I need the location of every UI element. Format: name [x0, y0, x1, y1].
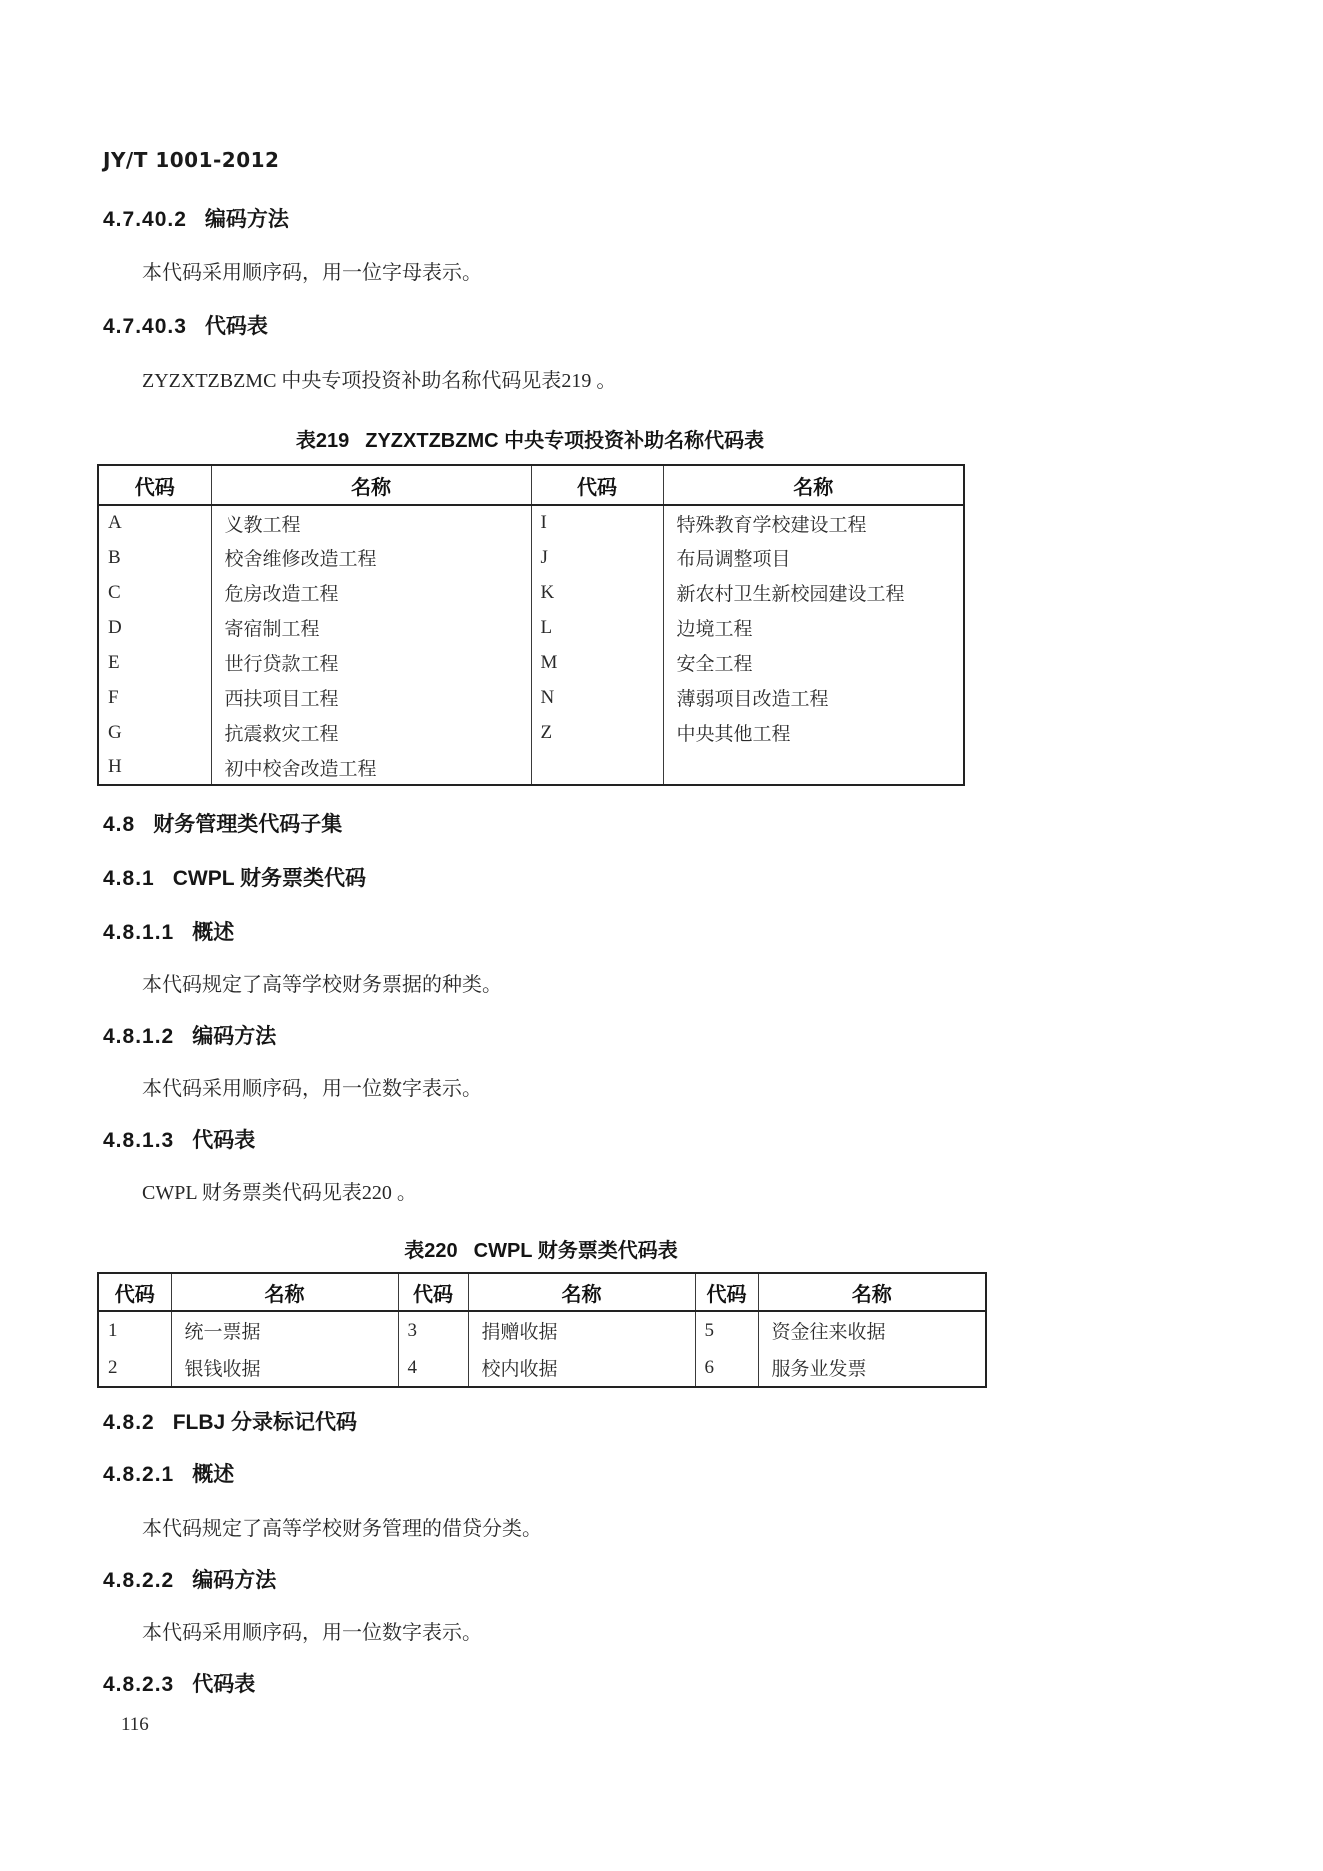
- code-cell: C: [108, 581, 121, 603]
- code-cell: H: [108, 756, 122, 777]
- paragraph-see-table-220: CWPL 财务票类代码见表220 。: [142, 1182, 417, 1204]
- name-cell: 边境工程: [663, 610, 964, 645]
- column-header: 名称: [171, 1273, 398, 1311]
- heading-number: 4.8.1.1: [103, 921, 175, 944]
- heading-4-8-2-1: [103, 1458, 234, 1488]
- code-cell: 4: [398, 1349, 468, 1387]
- heading-text: CWPL 财务票类代码: [172, 867, 366, 890]
- heading-text: 概述: [192, 1463, 235, 1486]
- paragraph-coding-method-digit: 本代码采用顺序码，用一位数字表示。: [142, 1078, 482, 1100]
- name-cell: 初中校舍改造工程: [211, 750, 531, 785]
- code-cell: 5: [695, 1311, 758, 1349]
- heading-number: 4.7.40.3: [103, 315, 187, 338]
- name-cell: 安全工程: [663, 645, 964, 680]
- code-cell: B: [108, 546, 121, 568]
- heading-number: 4.8.1.2: [103, 1025, 175, 1048]
- heading-number: 4.8.2.2: [103, 1569, 175, 1592]
- paragraph-coding-method-digit-2: 本代码采用顺序码，用一位数字表示。: [142, 1622, 482, 1644]
- heading-text: 代码表: [204, 315, 268, 338]
- heading-text: 代码表: [192, 1673, 256, 1696]
- column-header: 名称: [663, 465, 964, 505]
- code-cell: I: [531, 505, 663, 540]
- table-row: [98, 610, 964, 645]
- heading-number: 4.7.40.2: [103, 208, 187, 231]
- name-cell: 新农村卫生新校园建设工程: [663, 575, 964, 610]
- heading-4-8-2-3: [103, 1668, 255, 1698]
- heading-4-8-1-3: [103, 1124, 255, 1154]
- heading-text: 财务管理类代码子集: [153, 813, 343, 836]
- code-cell: Z: [531, 715, 663, 750]
- heading-4-8-2: [103, 1406, 357, 1436]
- table-219-label: 表219: [295, 430, 350, 452]
- table-row: [98, 645, 964, 680]
- table-219-title: [97, 424, 963, 453]
- heading-text: FLBJ 分录标记代码: [172, 1411, 358, 1434]
- code-cell: M: [531, 645, 663, 680]
- name-cell: 银钱收据: [171, 1349, 398, 1387]
- table-row: [98, 465, 964, 505]
- code-cell: 3: [398, 1311, 468, 1349]
- table-219-caption: ZYZXTZBZMC 中央专项投资补助名称代码表: [365, 430, 765, 452]
- heading-number: 4.8.1: [103, 867, 155, 890]
- code-cell: J: [531, 540, 663, 575]
- code-cell: E: [108, 651, 120, 673]
- code-cell: K: [531, 575, 663, 610]
- name-cell: 统一票据: [171, 1311, 398, 1349]
- heading-4-8-1-1: [103, 916, 234, 946]
- code-cell: 6: [695, 1349, 758, 1387]
- standard-code-header: JY/T 1001-2012: [103, 148, 280, 172]
- heading-number: 4.8.1.3: [103, 1129, 175, 1152]
- column-header: 名称: [211, 465, 531, 505]
- name-cell: 寄宿制工程: [211, 610, 531, 645]
- name-cell: 资金往来收据: [758, 1311, 986, 1349]
- page-number: 116: [121, 1714, 149, 1735]
- name-cell: 义教工程: [211, 505, 531, 540]
- column-header: 代码: [531, 465, 663, 505]
- name-cell: 抗震救灾工程: [211, 715, 531, 750]
- table-row: [98, 680, 964, 715]
- table-220-title: [97, 1234, 985, 1263]
- column-header: 代码: [98, 1273, 171, 1311]
- code-cell: N: [531, 680, 663, 715]
- heading-number: 4.8.2: [103, 1411, 155, 1434]
- column-header: 名称: [468, 1273, 695, 1311]
- heading-4-7-40-3: [103, 310, 268, 340]
- heading-text: 概述: [192, 921, 235, 944]
- table-row: [98, 1349, 986, 1387]
- heading-4-8-1-2: [103, 1020, 276, 1050]
- code-cell: A: [108, 512, 122, 533]
- column-header: 代码: [98, 465, 211, 505]
- table-220: [97, 1272, 987, 1388]
- code-cell: F: [108, 686, 119, 708]
- name-cell: 中央其他工程: [663, 715, 964, 750]
- table-row: [98, 750, 964, 785]
- name-cell: 特殊教育学校建设工程: [663, 505, 964, 540]
- table-row: [98, 575, 964, 610]
- code-cell: G: [108, 721, 122, 743]
- name-cell: 校舍维修改造工程: [211, 540, 531, 575]
- name-cell: 薄弱项目改造工程: [663, 680, 964, 715]
- column-header: 名称: [758, 1273, 986, 1311]
- paragraph-coding-method-letter: 本代码采用顺序码，用一位字母表示。: [142, 262, 482, 284]
- heading-4-8-1: [103, 862, 366, 892]
- heading-number: 4.8.2.1: [103, 1463, 175, 1486]
- table-row: [98, 715, 964, 750]
- name-cell: 西扶项目工程: [211, 680, 531, 715]
- heading-4-7-40-2: [103, 203, 289, 233]
- code-cell: D: [108, 616, 122, 638]
- name-cell: 服务业发票: [758, 1349, 986, 1387]
- heading-4-8: [103, 808, 342, 838]
- table-219: [97, 464, 965, 786]
- heading-text: 编码方法: [192, 1025, 277, 1048]
- heading-text: 编码方法: [204, 208, 289, 231]
- heading-text: 编码方法: [192, 1569, 277, 1592]
- heading-text: 代码表: [192, 1129, 256, 1152]
- name-cell: [663, 750, 964, 785]
- heading-number: 4.8: [103, 813, 136, 836]
- table-220-label: 表220: [404, 1240, 458, 1262]
- code-cell: [531, 750, 663, 785]
- table-220-caption: CWPL 财务票类代码表: [473, 1240, 678, 1262]
- name-cell: 危房改造工程: [211, 575, 531, 610]
- code-cell: 1: [108, 1319, 118, 1341]
- name-cell: 布局调整项目: [663, 540, 964, 575]
- code-cell: L: [531, 610, 663, 645]
- code-cell: 2: [108, 1356, 118, 1378]
- name-cell: 校内收据: [468, 1349, 695, 1387]
- table-row: [98, 540, 964, 575]
- paragraph-cwpl-overview: 本代码规定了高等学校财务票据的种类。: [142, 974, 502, 996]
- name-cell: 捐赠收据: [468, 1311, 695, 1349]
- heading-4-8-2-2: [103, 1564, 276, 1594]
- column-header: 代码: [695, 1273, 758, 1311]
- name-cell: 世行贷款工程: [211, 645, 531, 680]
- paragraph-see-table-219: ZYZXTZBZMC 中央专项投资补助名称代码见表219 。: [142, 370, 617, 392]
- heading-number: 4.8.2.3: [103, 1673, 175, 1696]
- table-row: [98, 1273, 986, 1311]
- paragraph-flbj-overview: 本代码规定了高等学校财务管理的借贷分类。: [142, 1518, 542, 1540]
- column-header: 代码: [398, 1273, 468, 1311]
- table-row: [98, 1311, 986, 1349]
- table-row: [98, 505, 964, 540]
